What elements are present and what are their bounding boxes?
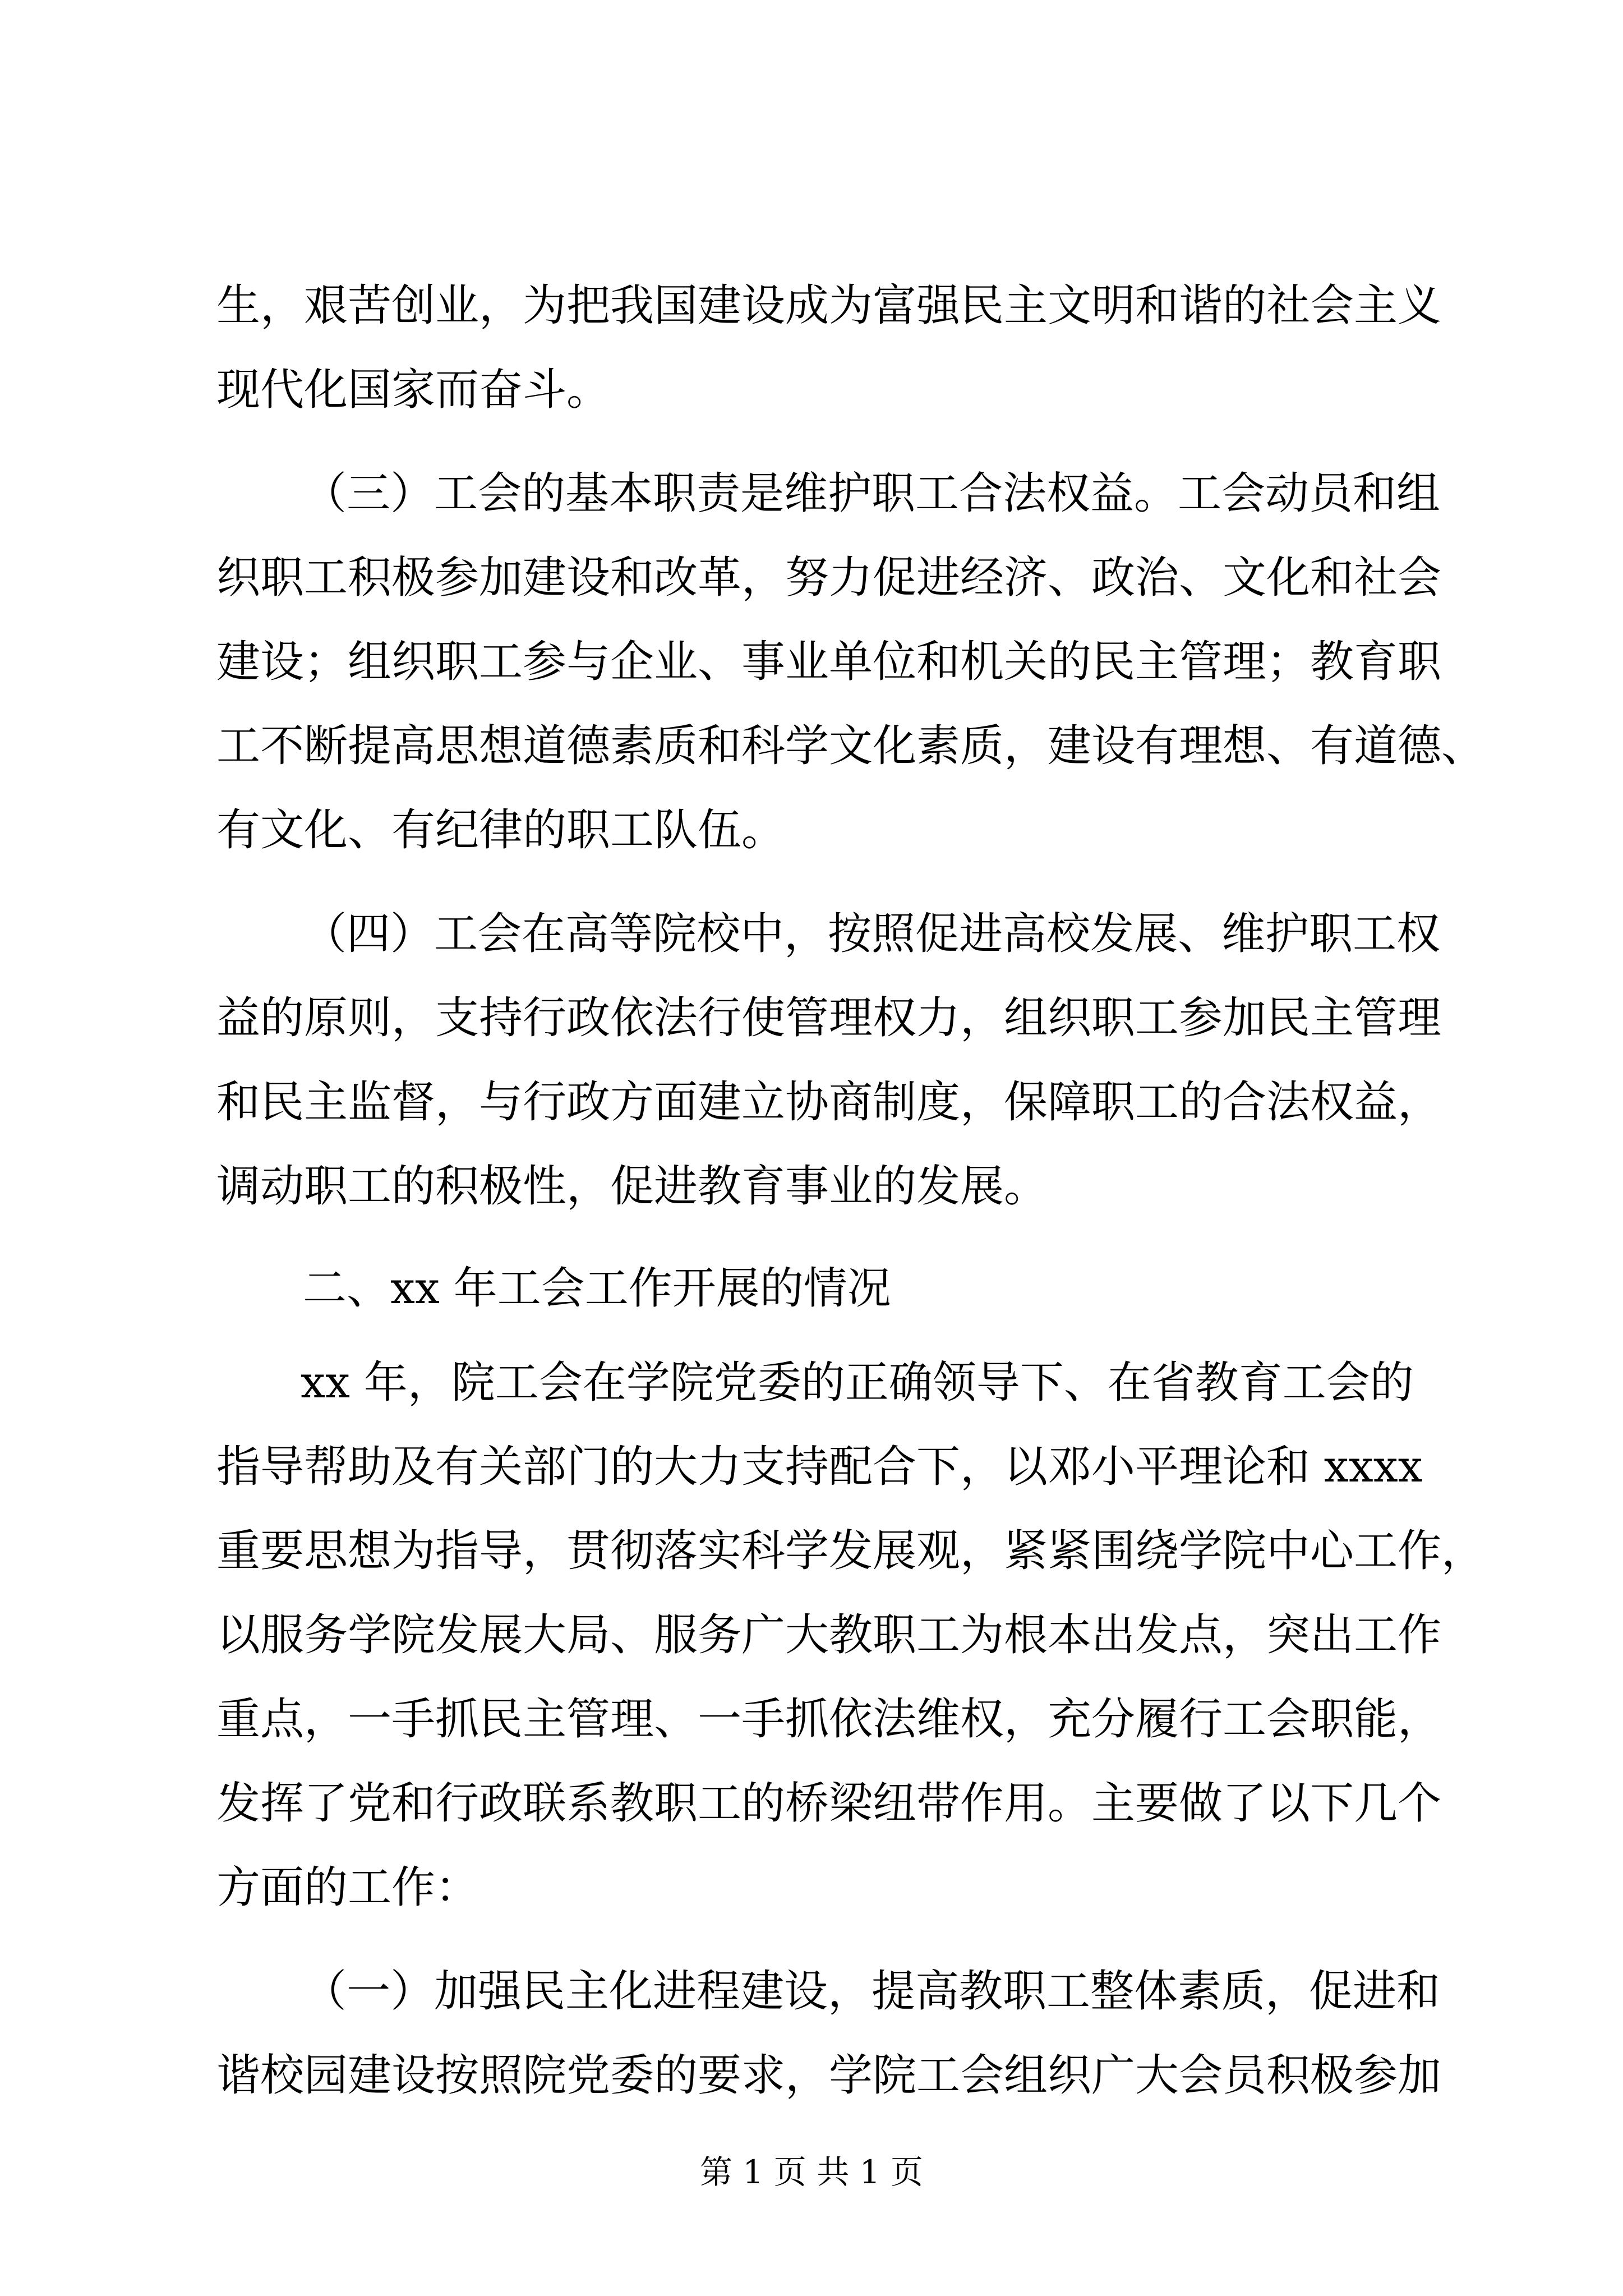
text-line: 重要思想为指导，贯彻落实科学发展观，紧紧围绕学院中心工作， [216, 1526, 1486, 1576]
text-line: 工不断提高思想道德素质和科学文化素质，建设有理想、有道德、 [216, 721, 1486, 771]
text-line: 指导帮助及有关部门的大力支持配合下，以邓小平理论和 xxxx [216, 1442, 1423, 1492]
page-number-footer: 第 1 页 共 1 页 [700, 2153, 923, 2191]
text-line: 方面的工作： [216, 1862, 479, 1913]
text-line: 建设；组织职工参与企业、事业单位和机关的民主管理；教育职 [216, 637, 1442, 687]
text-line: 重点，一手抓民主管理、一手抓依法维权，充分履行工会职能， [216, 1694, 1442, 1745]
text-line: 生，艰苦创业，为把我国建设成为富强民主文明和谐的社会主义 [216, 280, 1442, 331]
text-line: 以服务学院发展大局、服务广大教职工为根本出发点，突出工作 [216, 1610, 1442, 1660]
text-line: 有文化、有纪律的职工队伍。 [216, 805, 786, 855]
paragraph-start-line: （一）加强民主化进程建设，提高教职工整体素质，促进和 [303, 1966, 1441, 2017]
paragraph-start-line: xx 年，院工会在学院党委的正确领导下、在省教育工会的 [301, 1358, 1414, 1408]
text-line: 织职工积极参加建设和改革，努力促进经济、政治、文化和社会 [216, 553, 1442, 603]
section-heading: 二、xx 年工会工作开展的情况 [303, 1263, 891, 1314]
text-line: 发挥了党和行政联系教职工的桥梁纽带作用。主要做了以下几个 [216, 1778, 1442, 1829]
text-line: 益的原则，支持行政依法行使管理权力，组织职工参加民主管理 [216, 993, 1442, 1043]
paragraph-start-line: （三）工会的基本职责是维护职工合法权益。工会动员和组 [303, 468, 1441, 519]
text-line: 和民主监督，与行政方面建立协商制度，保障职工的合法权益， [216, 1077, 1442, 1128]
paragraph-start-line: （四）工会在高等院校中，按照促进高校发展、维护职工权 [303, 909, 1441, 959]
text-line: 调动职工的积极性，促进教育事业的发展。 [216, 1161, 1048, 1212]
text-line: 现代化国家而奋斗。 [216, 365, 611, 415]
text-line: 谐校园建设按照院党委的要求，学院工会组织广大会员积极参加 [216, 2050, 1442, 2101]
